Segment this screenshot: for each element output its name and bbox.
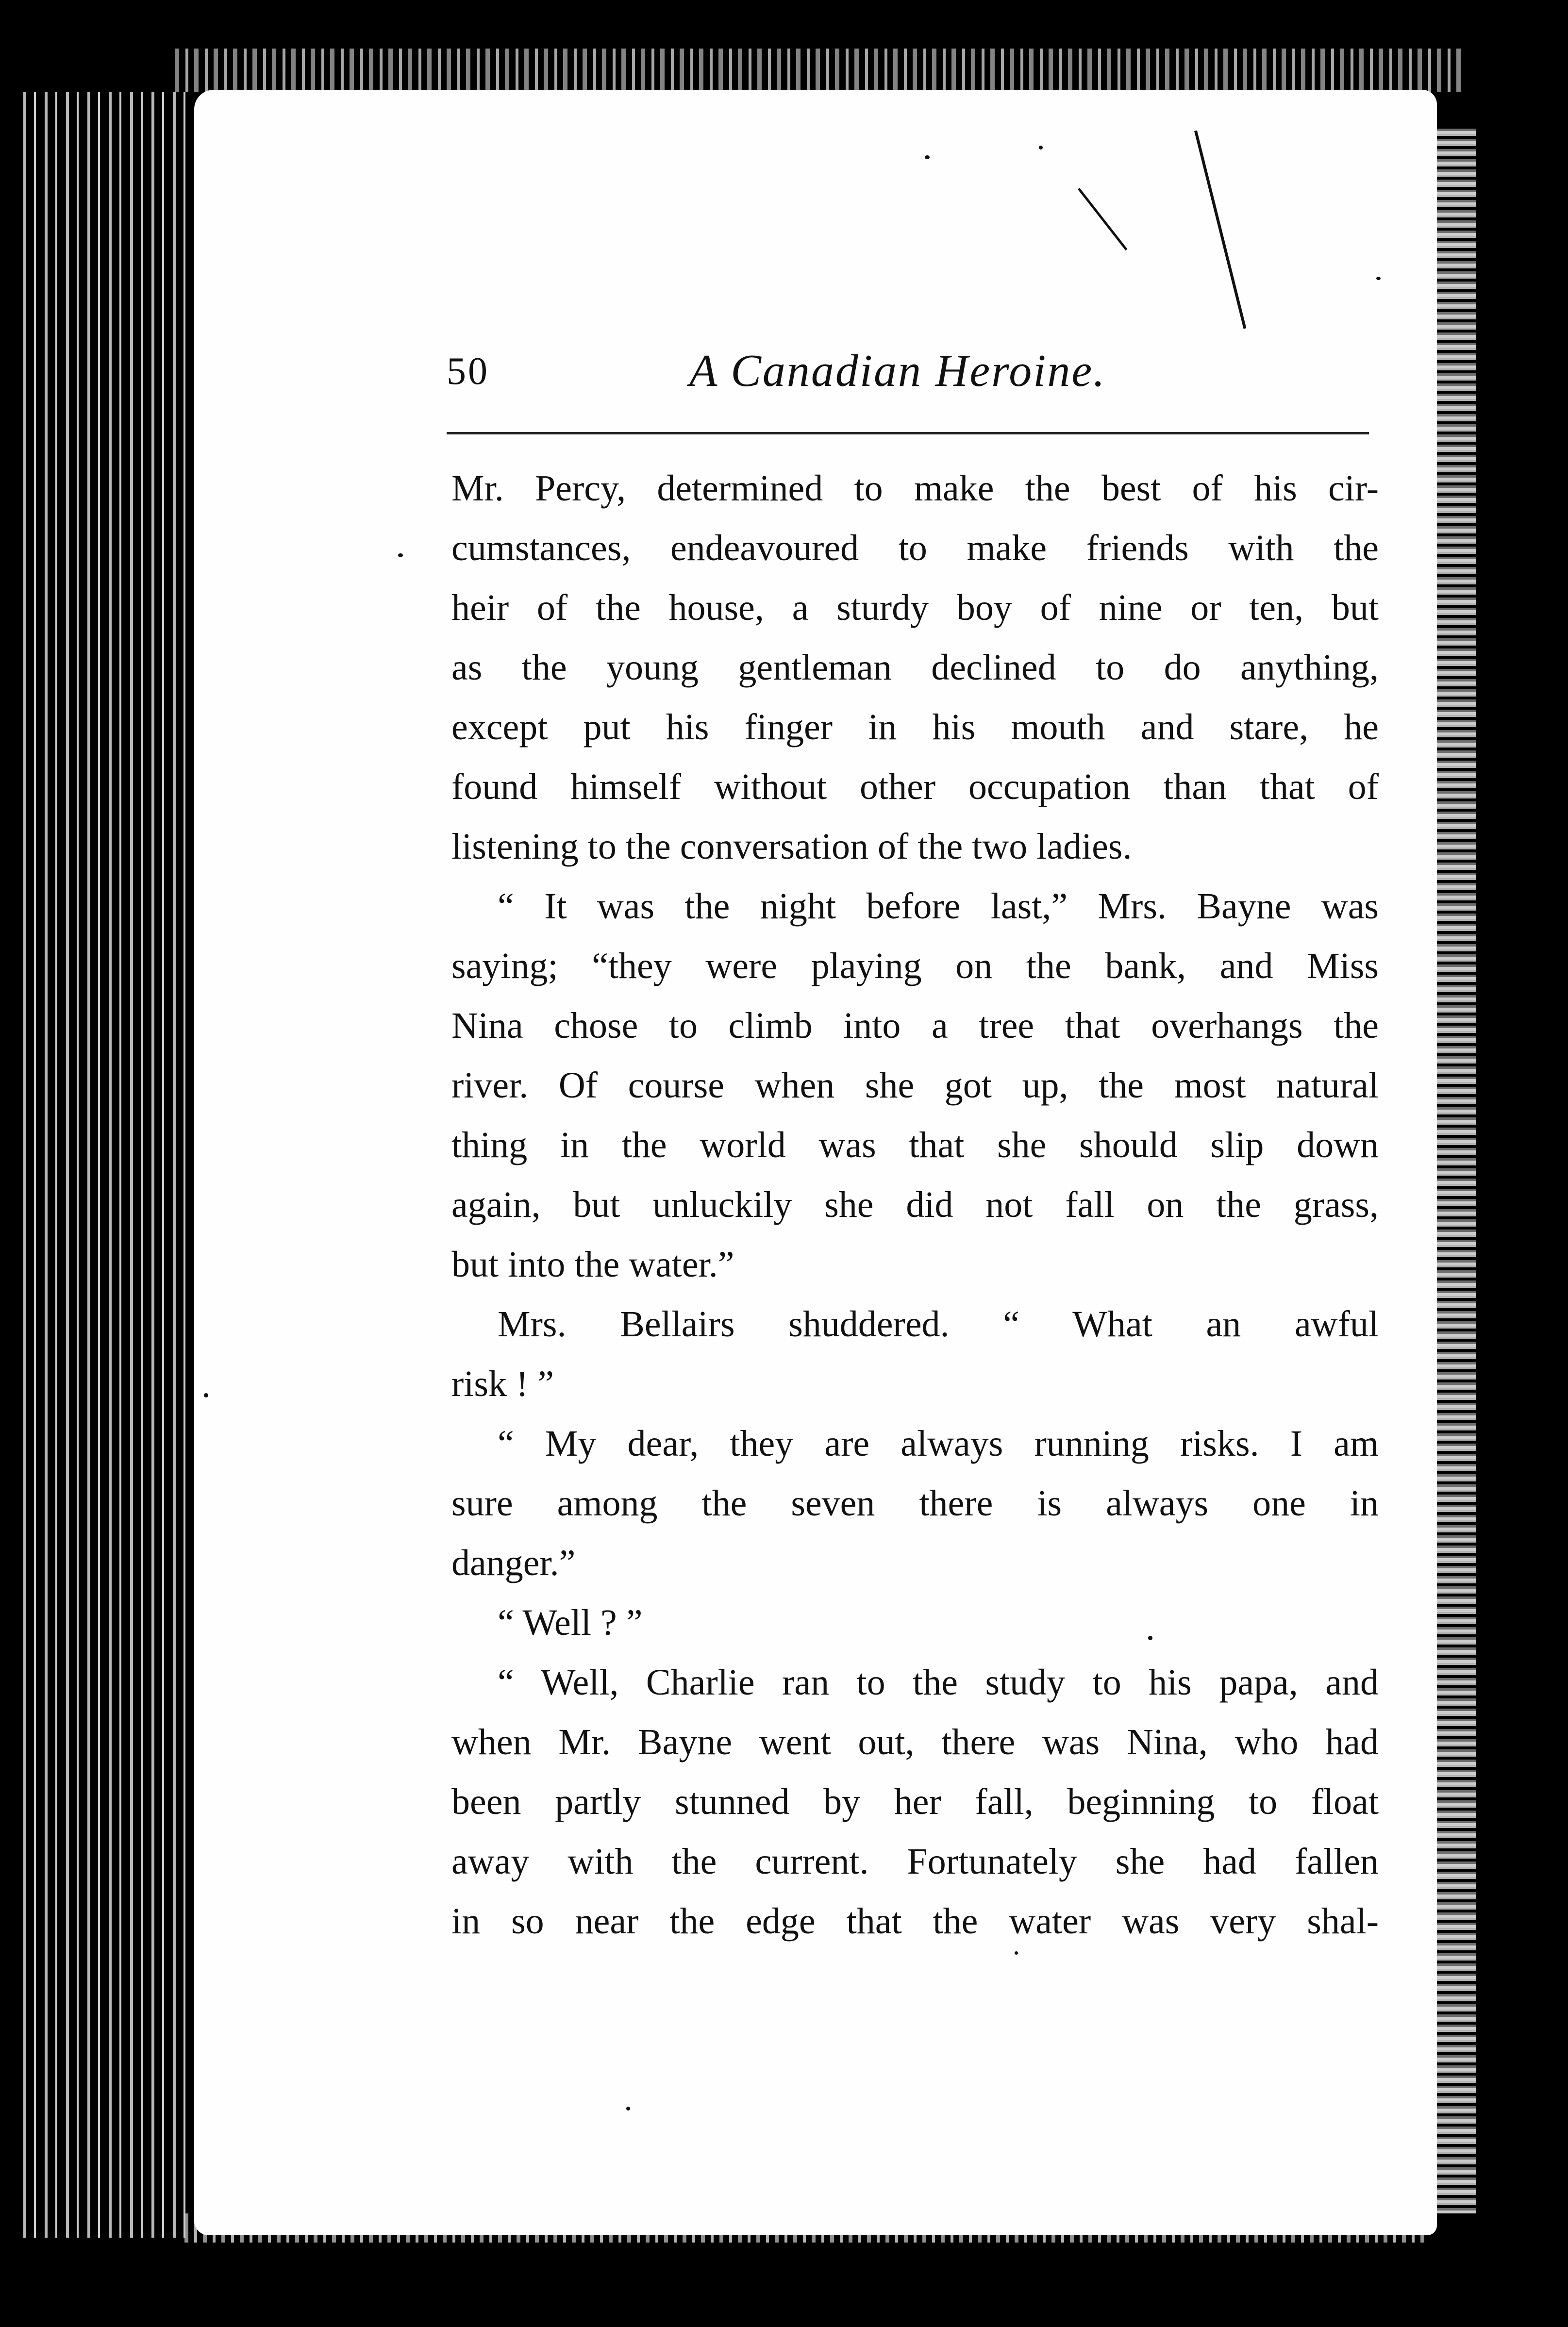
body-text — [451, 459, 1379, 1951]
text-line: risk ! ” — [451, 1363, 554, 1404]
text-line: heir of the house, a sturdy boy of nine or ten, but — [451, 587, 1379, 628]
text-line: except put his finger in his mouth and stare, he — [451, 707, 1379, 748]
text-line: thing in the world was that she should slip down — [451, 1125, 1379, 1165]
page-edge-left — [15, 92, 189, 2238]
text-line: been partly stunned by her fall, beginning to float — [451, 1781, 1379, 1822]
header-rule — [447, 432, 1369, 434]
text-line: listening to the conversation of the two ladies. — [451, 826, 1132, 867]
text-line: “ My dear, they are always running risks. I am — [498, 1423, 1379, 1464]
text-line: in so near the edge that the water was very shal- — [451, 1901, 1379, 1942]
text-line: “ Well ? ” — [498, 1602, 643, 1643]
text-line: when Mr. Bayne went out, there was Nina, who had — [451, 1722, 1379, 1762]
page-edge-top — [175, 49, 1466, 92]
text-line: saying; “they were playing on the bank, and Miss — [451, 946, 1379, 986]
text-line: danger.” — [451, 1543, 576, 1583]
text-line: Nina chose to climb into a tree that overhangs the — [451, 1005, 1379, 1046]
text-line: river. Of course when she got up, the most natural — [451, 1065, 1379, 1106]
text-line: sure among the seven there is always one in — [451, 1483, 1379, 1524]
text-line: found himself without other occupation than that of — [451, 766, 1379, 807]
running-title: A Canadian Heroine. — [689, 346, 1106, 396]
text-line: but into the water.” — [451, 1244, 734, 1285]
text-line: away with the current. Fortunately she had fallen — [451, 1841, 1379, 1882]
text-line: Mrs. Bellairs shuddered. “ What an awful — [498, 1304, 1379, 1345]
text-line: as the young gentleman declined to do anything, — [451, 647, 1379, 688]
page-number: 50 — [447, 350, 489, 393]
text-line: cumstances, endeavoured to make friends with the — [451, 528, 1379, 568]
text-line: “ Well, Charlie ran to the study to his papa, and — [498, 1662, 1379, 1703]
text-line: “ It was the night before last,” Mrs. Bayne was — [498, 886, 1379, 927]
page-header — [447, 340, 1369, 408]
text-line: again, but unluckily she did not fall on the grass, — [451, 1184, 1379, 1225]
text-line: Mr. Percy, determined to make the best of his cir- — [451, 468, 1379, 509]
